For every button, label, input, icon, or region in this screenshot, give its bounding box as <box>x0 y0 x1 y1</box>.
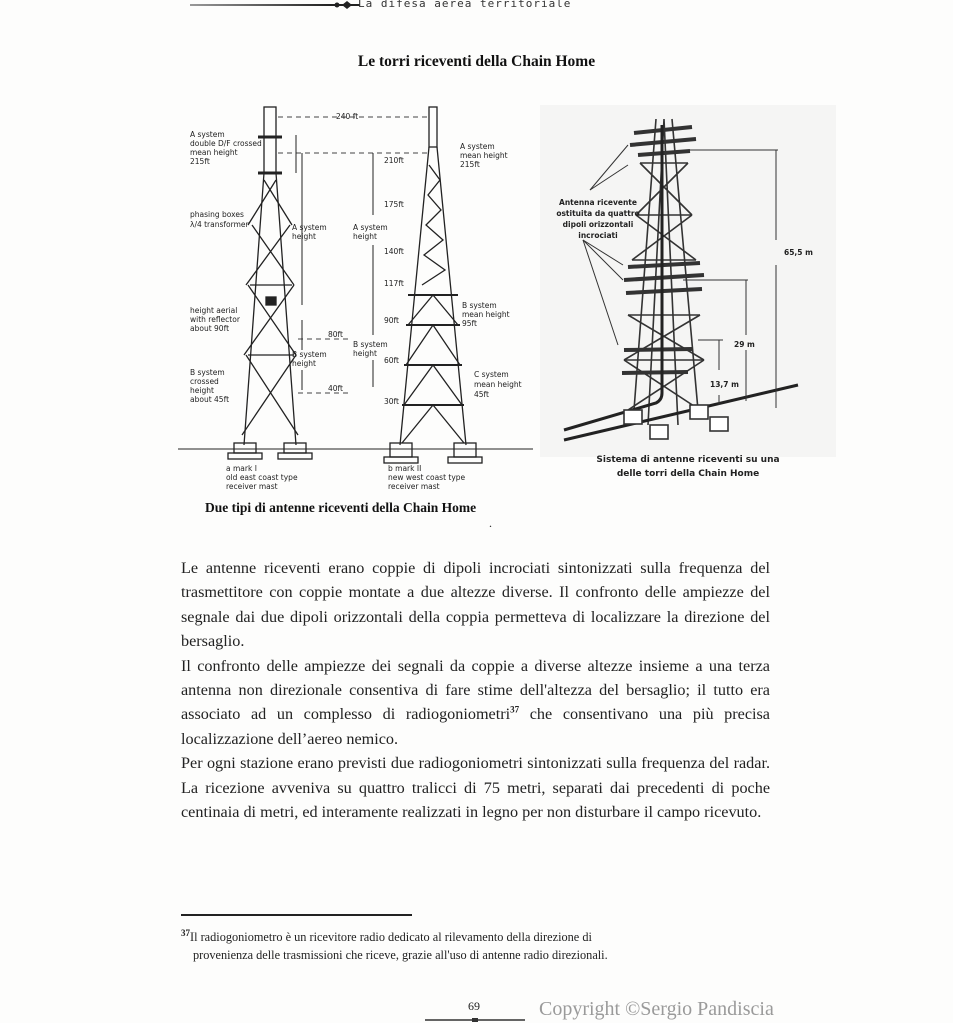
mark-1-caption-3: receiver mast <box>226 482 278 491</box>
body-text <box>181 556 770 824</box>
label-mid-c-mean-2: mean height <box>474 380 522 389</box>
copyright-notice: Copyright ©Sergio Pandiscia <box>539 998 774 1020</box>
annotation-3: dipoli orizzontali <box>562 220 634 229</box>
label-b-crossed-3: height <box>190 386 214 395</box>
level-30ft: 30ft <box>384 397 399 406</box>
annotation-2: ostituita da quattro <box>556 209 640 218</box>
label-phasing-2: λ/4 transformer <box>190 220 249 229</box>
label-a-system-2: double D/F crossed <box>190 139 262 148</box>
paragraph-3: Per ogni stazione erano previsti due radiogoniometri sintonizzati sulla frequenza del radar. La ricezione avveniva su quattro tralicci di 75 metri, separati dai precedenti di poche centinaia di metri, ed interamente realizzati in legno per non disturbare il campo ricevuto. <box>181 754 770 822</box>
footer-ornament-icon <box>425 1018 525 1022</box>
label-mid-b-height-1: B system <box>353 340 388 349</box>
level-210ft: 210ft <box>384 156 404 165</box>
label-phasing-1: phasing boxes <box>190 210 244 219</box>
level-117ft: 117ft <box>384 279 404 288</box>
height-65-5m: 65,5 m <box>784 248 813 257</box>
page-number: 69 <box>468 999 480 1013</box>
label-mid-c-mean-1: C system <box>474 370 509 379</box>
mark-1-caption-1: a mark I <box>226 464 257 473</box>
label-80ft: 80ft <box>328 330 343 339</box>
page-title: Le torri riceventi della Chain Home <box>357 53 596 70</box>
level-175ft: 175ft <box>384 200 404 209</box>
header-rule <box>190 4 330 6</box>
label-b-height-1: B system <box>292 350 327 359</box>
height-13-7m: 13,7 m <box>710 380 739 389</box>
label-mid-b-mean-2: mean height <box>462 310 510 319</box>
label-240ft: 240 ft <box>336 112 359 121</box>
label-a-system-3: mean height <box>190 148 238 157</box>
label-a-height-2: height <box>292 232 316 241</box>
label-mid-b-mean-1: B system <box>462 301 497 310</box>
footnote-rule <box>181 914 412 916</box>
annotation-4: incrociati <box>578 231 618 240</box>
mark-2-caption-2: new west coast type <box>388 473 466 482</box>
header-ornament-icon <box>330 0 360 10</box>
label-mid-a-height-1: A system <box>353 223 388 232</box>
chain-home-3d-tower <box>540 105 836 457</box>
paragraph-2 <box>181 654 770 752</box>
label-b-crossed-2: crossed <box>190 377 219 386</box>
mark-1-tower <box>228 107 312 459</box>
stray-dot: . <box>489 516 492 530</box>
footnote <box>181 928 705 964</box>
paragraph-2-text: Il confronto delle ampiezze dei segnali da coppie a diverse altezze insieme a una terza antenna non direzionale consentiva di fare stime dell'altezza del bersaglio; il tutto era associato ad un complesso di radiogoniometri <box>181 656 770 724</box>
footnote-line-2: provenienza delle trasmissioni che riceve, grazie all'uso di antenne radio direzionali. <box>193 948 608 962</box>
level-140ft: 140ft <box>384 247 404 256</box>
mark-1-caption-2: old east coast type <box>226 473 298 482</box>
label-a-system-1: A system <box>190 130 225 139</box>
label-height-aerial-2: with reflector <box>190 315 240 324</box>
label-mid-c-mean-3: 45ft <box>474 390 489 399</box>
label-b-crossed-4: about 45ft <box>190 395 230 404</box>
label-height-aerial-1: height aerial <box>190 306 238 315</box>
label-mid-a-mean-1: A system <box>460 142 495 151</box>
right-caption-2: delle torri della Chain Home <box>616 469 760 479</box>
figure-caption: Due tipi di antenne riceventi della Chain Home <box>205 500 477 515</box>
label-mid-b-height-2: height <box>353 349 377 358</box>
footnote-number: 37 <box>181 927 190 938</box>
right-caption-1: Sistema di antenne riceventi su una <box>596 455 780 465</box>
mark-2-caption-1: b mark II <box>388 464 422 473</box>
footnote-ref[interactable]: 37 <box>510 705 520 716</box>
label-a-height-1: A system <box>292 223 327 232</box>
level-90ft: 90ft <box>384 316 399 325</box>
paragraph-1: Le antenne riceventi erano coppie di dipoli incrociati sintonizzati sulla frequenza del trasmettitore con coppie montate a due altezze diverse. Il confronto delle ampiezze del segnale dai due dipoli orizzontali della coppia permetteva di localizzare la direzione del bersaglio. <box>181 559 770 651</box>
label-mid-a-height-2: height <box>353 232 377 241</box>
level-60ft: 60ft <box>384 356 399 365</box>
paragraph-2-text-cont: che consentivano una più precisa localizzazione dell’aereo nemico. <box>181 705 770 748</box>
footnote-line-1: Il radiogoniometro è un ricevitore radio dedicato al rilevamento della direzione di <box>190 930 592 944</box>
height-29m: 29 m <box>734 340 755 349</box>
chain-home-towers-figure <box>178 105 838 503</box>
label-b-height-2: height <box>292 359 316 368</box>
label-a-system-4: 215ft <box>190 157 210 166</box>
towers-illustration <box>178 105 838 503</box>
annotation-1: Antenna ricevente <box>559 198 637 207</box>
label-b-crossed-1: B system <box>190 368 225 377</box>
mark-2-caption-3: receiver mast <box>388 482 440 491</box>
label-mid-a-mean-3: 215ft <box>460 160 480 169</box>
running-title: La difesa aerea territoriale <box>358 0 572 10</box>
label-mid-b-mean-3: 95ft <box>462 319 477 328</box>
label-height-aerial-3: about 90ft <box>190 324 230 333</box>
label-40ft: 40ft <box>328 384 343 393</box>
label-mid-a-mean-2: mean height <box>460 151 508 160</box>
running-header <box>190 0 790 12</box>
